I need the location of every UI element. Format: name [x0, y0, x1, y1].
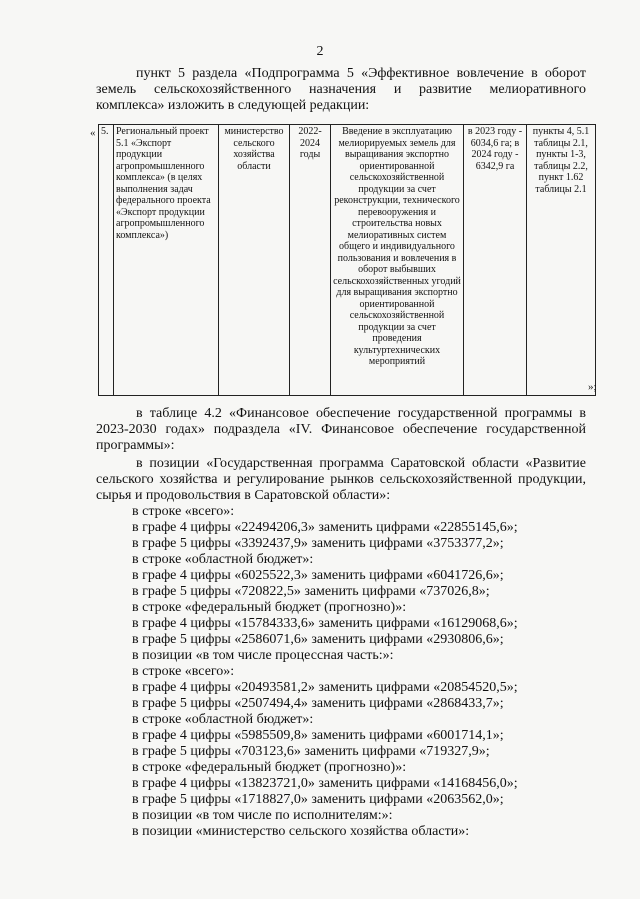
line-col4: в графе 4 цифры «6025522,3» заменить цифрами «6041726,6»; — [132, 568, 504, 583]
line-position-ministry: в позиции «министерство сельского хозяйства области»: — [132, 824, 470, 839]
line-row-federal: в строке «федеральный бюджет (прогнозно)»: — [132, 760, 407, 775]
years-cell: 2022-2024 годы — [290, 125, 331, 396]
line-col5: в графе 5 цифры «3392437,9» заменить цифрами «3753377,2»; — [132, 536, 504, 551]
line-col5: в графе 5 цифры «2507494,4» заменить цифрами «2868433,7»; — [132, 696, 504, 711]
line-position-process: в позиции «в том числе процессная часть:»: — [132, 648, 394, 663]
line-col5: в графе 5 цифры «720822,5» заменить цифрами «737026,8»; — [132, 584, 490, 599]
values-cell: в 2023 году - 6034,6 га; в 2024 году - 6342,9 га — [464, 125, 527, 396]
line-col4: в графе 4 цифры «20493581,2» заменить цифрами «20854520,5»; — [132, 680, 518, 695]
program-table — [98, 124, 596, 396]
line-row-regional: в строке «областной бюджет»: — [132, 712, 314, 727]
line-col4: в графе 4 цифры «15784333,6» заменить цифрами «16129068,6»; — [132, 616, 518, 631]
intro-paragraph — [96, 66, 586, 114]
line-row-total: в строке «всего»: — [132, 664, 235, 679]
project-name-cell: Региональный проект 5.1 «Экспорт продукции агропромышленного комплекса» (в целях выполнения задач федерального проекта «Экспорт продукции агропромышленного комплекса») — [114, 125, 219, 396]
table-open-quote: « — [90, 127, 96, 139]
line-row-regional: в строке «областной бюджет»: — [132, 552, 314, 567]
line-row-federal: в строке «федеральный бюджет (прогнозно)»: — [132, 600, 407, 615]
result-cell: Введение в эксплуатацию мелиорируемых земель для выращивания экспортно ориентированной сельскохозяйственной продукции за счет реконструкции, технического перевооружения и строительства новых мелиоративных систем общего и индивидуального пользования и вовлечения в оборот выбывших сельскохозяйственных угодий для выращивания экспортно ориентированной сельскохозяйственной продукции за счет проведения культуртехнических мероприятий — [331, 125, 464, 396]
line-col5: в графе 5 цифры «703123,6» заменить цифрами «719327,9»; — [132, 744, 490, 759]
amendments-body — [96, 406, 586, 840]
page-number: 2 — [316, 44, 324, 59]
line-col4: в графе 4 цифры «22494206,3» заменить цифрами «22855145,6»; — [132, 520, 518, 535]
intro-text: пункт 5 раздела «Подпрограмма 5 «Эффективное вовлечение в оборот земель сельскохозяйственного назначения и развитие мелиоративного комплекса» изложить в следующей редакции: — [96, 66, 586, 113]
table-row — [99, 125, 596, 396]
line-row-total: в строке «всего»: — [132, 504, 235, 519]
line-col4: в графе 4 цифры «13823721,0» заменить цифрами «14168456,0»; — [132, 776, 518, 791]
paragraph-position-program: в позиции «Государственная программа Саратовской области «Развитие сельского хозяйства и регулирование рынков сельскохозяйственной продукции, сырья и продовольствия в Саратовской области»: — [96, 456, 586, 503]
executor-cell: министерство сельского хозяйства области — [219, 125, 290, 396]
line-col4: в графе 4 цифры «5985509,8» заменить цифрами «6001714,1»; — [132, 728, 504, 743]
paragraph-table-4-2: в таблице 4.2 «Финансовое обеспечение государственной программы в 2023-2030 годах» подраздела «IV. Финансовое обеспечение государственной программы»: — [96, 406, 586, 453]
line-col5: в графе 5 цифры «2586071,6» заменить цифрами «2930806,6»; — [132, 632, 504, 647]
table-close-mark: »; — [588, 381, 597, 393]
line-position-executors: в позиции «в том числе по исполнителям:»: — [132, 808, 393, 823]
references-cell: пункты 4, 5.1 таблицы 2.1, пункты 1-3, таблицы 2.2, пункт 1.62 таблицы 2.1 — [527, 125, 596, 396]
line-col5: в графе 5 цифры «1718827,0» заменить цифрами «2063562,0»; — [132, 792, 504, 807]
row-number: 5. — [99, 125, 114, 396]
